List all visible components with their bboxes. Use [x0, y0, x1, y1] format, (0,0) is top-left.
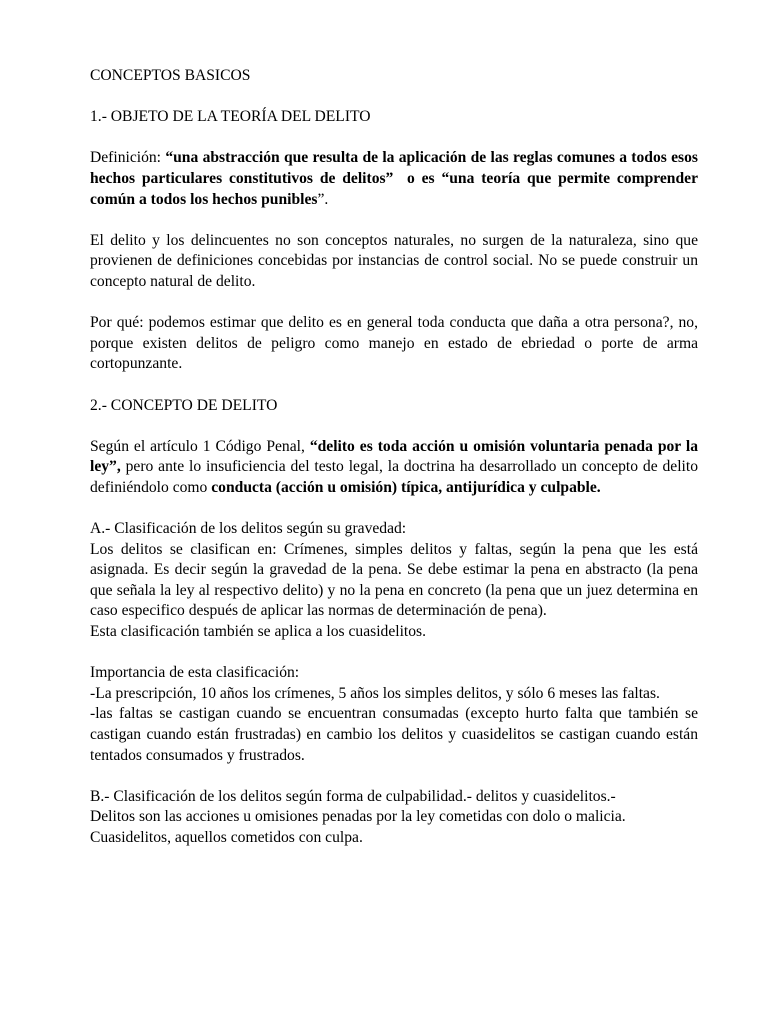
- section-b-line-2: Cuasidelitos, aquellos cometidos con culpa.: [90, 828, 363, 846]
- article-1-elements: conducta (acción u omisión) típica, antijurídica y culpable.: [211, 478, 601, 496]
- definition-quote-2: “una teoría que permite comprender común a todos los hechos punibles: [90, 169, 698, 208]
- definition-end: ”.: [317, 190, 329, 208]
- importance-item-2: -las faltas se castigan cuando se encuentran consumadas (excepto hurto falta que también se castigan cuando están frustradas) en cambio los delitos y cuasidelitos se castigan cuando están tentados consumados y frustrados.: [90, 705, 698, 764]
- section-a-also: Esta clasificación también se aplica a los cuasidelitos.: [90, 623, 427, 641]
- article-1-doctrine: pero ante lo insuficiencia del testo legal, la doctrina ha desarrollado un concepto de delito definiéndolo como: [90, 458, 698, 496]
- section-a-heading: A.- Clasificación de los delitos según su gravedad:: [90, 520, 407, 538]
- definition-label: Definición:: [90, 149, 166, 167]
- article-1-definition: “delito es toda acción u omisión voluntaria penada por la ley”,: [90, 437, 699, 476]
- section-b-heading: B.- Clasificación de los delitos según forma de culpabilidad.- delitos y cuasidelitos.-: [90, 787, 616, 805]
- section-1-heading: 1.- OBJETO DE LA TEORÍA DEL DELITO: [90, 108, 371, 126]
- definition-connector: o es: [393, 169, 442, 187]
- article-1-paragraph: [90, 437, 698, 499]
- section-2-heading: 2.- CONCEPTO DE DELITO: [90, 396, 278, 414]
- definition-paragraph: [90, 148, 698, 210]
- importance-item-1: -La prescripción, 10 años los crímenes, 5 años los simples delitos, y sólo 6 meses las faltas.: [90, 684, 660, 702]
- importance-heading: Importancia de esta clasificación:: [90, 664, 300, 682]
- article-1-intro: Según el artículo 1 Código Penal,: [90, 437, 310, 455]
- why-paragraph: Por qué: podemos estimar que delito es en general toda conducta que daña a otra persona?, no, porque existen delitos de peligro como manejo en estado de ebriedad o porte de arma cortopunzante.: [90, 314, 698, 373]
- definition-quote-1: “una abstracción que resulta de la aplicación de las reglas comunes a todos esos hechos particulares constitutivos de delitos”: [90, 149, 698, 187]
- natural-concepts-paragraph: El delito y los delincuentes no son conceptos naturales, no surgen de la naturaleza, sino que provienen de definiciones concebidas por instancias de control social. No se puede construir un concepto natural de delito.: [90, 231, 698, 290]
- document-title: CONCEPTOS BASICOS: [90, 67, 251, 84]
- section-a-text: Los delitos se clasifican en: Crímenes, simples delitos y faltas, según la pena que les está asignada. Es decir según la gravedad de la pena. Se debe estimar la pena en abstracto (la pena que señala la ley al respectivo delito) y no la pena en concreto (la pena que un juez determina en caso especifico después de aplicar las normas de determinación de pena).: [90, 540, 698, 620]
- section-b-line-1: Delitos son las acciones u omisiones penadas por la ley cometidas con dolo o malicia.: [90, 808, 626, 826]
